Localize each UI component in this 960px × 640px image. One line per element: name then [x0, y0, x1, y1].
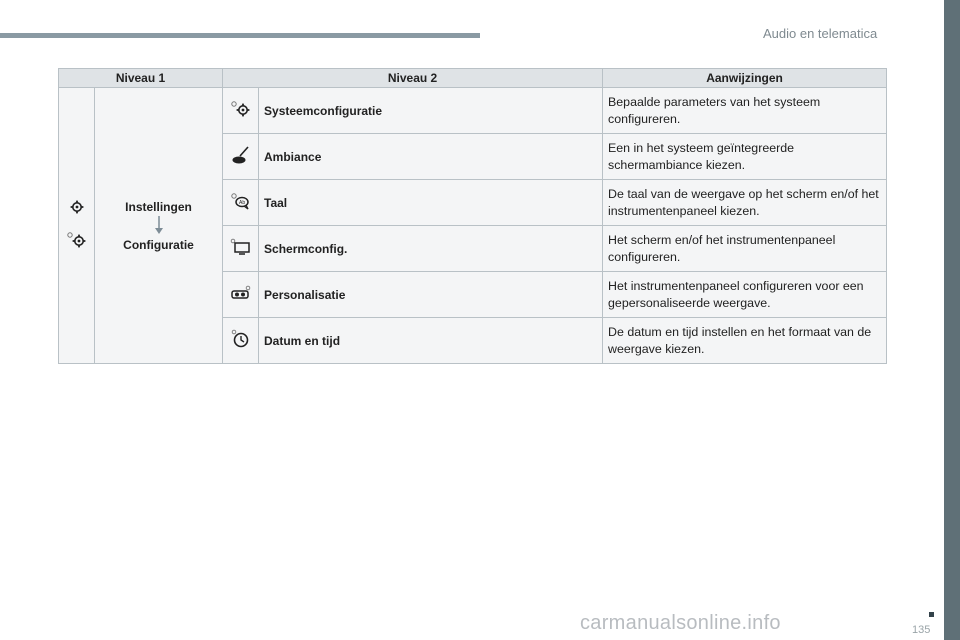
page-number: 135	[912, 624, 931, 636]
row-note: De datum en tijd instellen en het formaat van de weergave kiezen.	[603, 318, 887, 364]
dashboard-icon	[230, 285, 252, 304]
header-rule	[0, 33, 480, 38]
column-header-level1: Niveau 1	[59, 69, 223, 88]
ambiance-brush-icon	[231, 145, 251, 168]
table-header-row	[59, 69, 887, 88]
clock-icon	[230, 329, 252, 352]
row-icon-cell	[223, 180, 259, 226]
level1-label-bottom: Configuratie	[123, 237, 194, 252]
footer-marker	[929, 612, 934, 617]
column-header-notes: Aanwijzingen	[603, 69, 887, 88]
row-label: Datum en tijd	[259, 318, 603, 364]
row-note: Een in het systeem geïntegreerde schermambiance kiezen.	[603, 134, 887, 180]
row-label: Personalisatie	[259, 272, 603, 318]
row-note: Het scherm en/of het instrumentenpaneel configureren.	[603, 226, 887, 272]
row-note: Bepaalde parameters van het systeem configureren.	[603, 88, 887, 134]
level1-labels-cell	[95, 88, 223, 364]
table-row	[59, 88, 887, 134]
row-note: De taal van de weergave op het scherm en/of het instrumentenpaneel kiezen.	[603, 180, 887, 226]
watermark: carmanualsonline.info	[580, 612, 781, 634]
page-edge-band	[944, 0, 960, 640]
settings-table	[58, 68, 887, 364]
row-icon-cell	[223, 318, 259, 364]
row-icon-cell	[223, 88, 259, 134]
screen-icon	[230, 238, 252, 259]
arrow-down-icon	[154, 215, 164, 238]
gear-small-icon	[66, 231, 88, 252]
system-gear-icon	[230, 100, 252, 121]
language-bubble-icon	[230, 192, 252, 213]
row-note: Het instrumentenpaneel configureren voor een gepersonaliseerde weergave.	[603, 272, 887, 318]
row-label: Taal	[259, 180, 603, 226]
row-label: Ambiance	[259, 134, 603, 180]
row-icon-cell	[223, 272, 259, 318]
level1-label-top: Instellingen	[125, 199, 192, 214]
row-icon-cell	[223, 226, 259, 272]
row-icon-cell	[223, 134, 259, 180]
level1-icons-cell	[59, 88, 95, 364]
svg-text:Ab: Ab	[238, 200, 245, 206]
row-label: Schermconfig.	[259, 226, 603, 272]
column-header-level2: Niveau 2	[223, 69, 603, 88]
section-title: Audio en telematica	[763, 26, 878, 41]
row-label: Systeemconfiguratie	[259, 88, 603, 134]
gear-icon	[70, 200, 84, 217]
